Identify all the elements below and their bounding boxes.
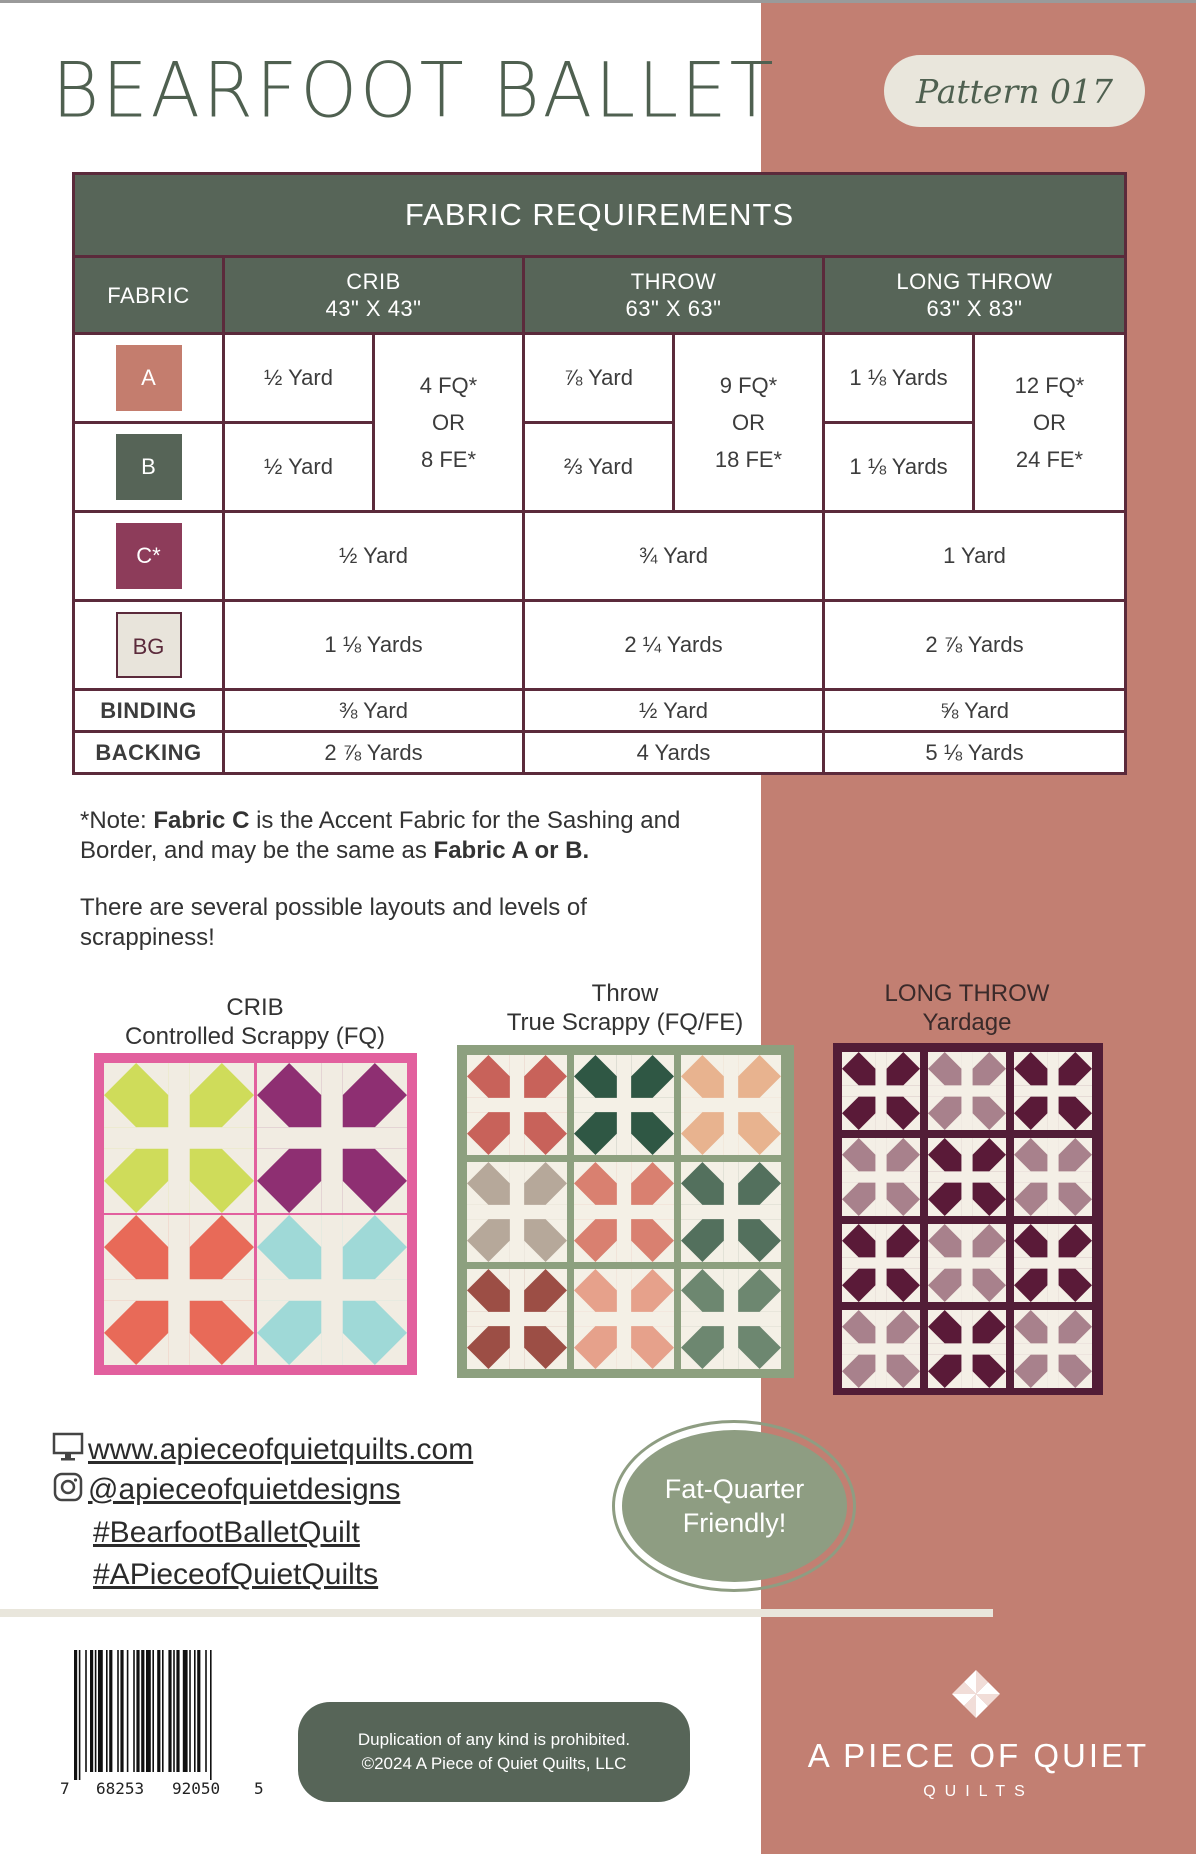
fabric-b-swatch: B [116,434,182,500]
fat-quarter-badge: Fat-Quarter Friendly! [622,1430,847,1582]
instagram-icon [52,1472,88,1510]
barcode-bar [183,1650,188,1772]
barcode-check: 5 [254,1779,264,1798]
fabric-a-swatch: A [116,345,182,411]
fabric-bg-cell [74,601,224,690]
barcode-bar [146,1650,151,1772]
barcode-bar [162,1650,164,1772]
pinwheel-logo-icon [948,1666,1004,1722]
barcode-bar [117,1650,119,1772]
table-cell: ½ Yard [524,690,824,732]
barcode-bar [98,1650,103,1772]
table-cell: ⅔ Yard [524,423,674,512]
barcode-bar [90,1650,93,1772]
table-title: FABRIC REQUIREMENTS [74,174,1126,257]
fabric-column-header: FABRIC [74,257,224,334]
table-cell: ½ Yard [224,512,524,601]
backing-label: BACKING [74,732,224,774]
barcode-bar [74,1650,77,1780]
barcode-bar [157,1650,160,1772]
crib-caption: CRIB Controlled Scrappy (FQ) [124,994,386,1050]
pattern-number-badge: Pattern 017 [884,55,1145,127]
website-link[interactable]: www.apieceofquietquilts.com [52,1432,473,1470]
brand-name: A PIECE OF QUIET [807,1737,1150,1774]
table-cell: ¾ Yard [524,512,824,601]
barcode-bar [95,1650,97,1772]
barcode-lead: 7 [60,1779,70,1798]
barcode-bar [120,1650,123,1772]
size-header-throw: THROW 63" X 63" [524,257,824,334]
size-header-long-throw: LONG THROW 63" X 83" [824,257,1126,334]
long-throw-quilt-illustration [833,1043,1103,1395]
brand-subtitle: QUILTS [923,1783,1034,1800]
barcode-bar [197,1650,200,1772]
fq-cell-throw: 9 FQ* OR 18 FE* [674,334,824,512]
table-cell: 1 ⅛ Yards [824,423,974,512]
table-cell: 4 Yards [524,732,824,774]
barcode-bar [79,1650,81,1780]
footer-divider [0,1609,993,1617]
table-cell: ⅞ Yard [524,334,674,423]
copyright-notice: Duplication of any kind is prohibited. ©2024 A Piece of Quiet Quilts, LLC [298,1702,690,1802]
table-cell: 2 ⅞ Yards [824,601,1126,690]
barcode-bar [109,1650,112,1772]
binding-label: BINDING [74,690,224,732]
barcode-bar [141,1650,144,1772]
table-cell: 1 ⅛ Yards [224,601,524,690]
table-cell: 1 ⅛ Yards [824,334,974,423]
barcode-bar [136,1650,139,1772]
table-cell: ⅝ Yard [824,690,1126,732]
barcode-right: 92050 [172,1779,221,1798]
throw-quilt-illustration [457,1045,794,1378]
fabric-a-cell [74,334,224,423]
fabric-note: *Note: Fabric C is the Accent Fabric for the Sashing and Border, and may be the same as Fabric A or B. [80,807,681,864]
crib-quilt-illustration [94,1053,417,1375]
fq-cell-crib: 4 FQ* OR 8 FE* [374,334,524,512]
fabric-b-cell [74,423,224,512]
table-cell: ½ Yard [224,423,374,512]
pattern-title: BEARFOOT BALLET [52,45,777,135]
monitor-icon [52,1432,88,1470]
table-cell: 2 ¼ Yards [524,601,824,690]
table-cell: 1 Yard [824,512,1126,601]
barcode-bar [152,1650,154,1772]
hashtag-bearfoot[interactable]: #BearfootBalletQuilt [93,1516,360,1549]
barcode-bar [194,1650,196,1772]
barcode-bar [210,1650,212,1780]
table-cell: ⅜ Yard [224,690,524,732]
instagram-link[interactable]: @apieceofquietdesigns [52,1472,400,1510]
long-throw-caption: LONG THROW Yardage [884,980,1050,1036]
fabric-c-cell [74,512,224,601]
barcode-bar [205,1650,207,1772]
fabric-bg-swatch: BG [116,612,182,678]
barcode-left: 68253 [96,1779,145,1798]
throw-caption: Throw True Scrappy (FQ/FE) [506,980,744,1036]
barcode-bar [189,1650,191,1772]
barcode-bar [176,1650,179,1772]
layouts-note: There are several possible layouts and levels of scrappiness! [80,894,587,951]
size-header-crib: CRIB 43" X 43" [224,257,524,334]
barcode [60,1650,270,1800]
fabric-requirements-table [72,172,1127,775]
fabric-c-swatch: C* [116,523,182,589]
barcode-bar [173,1650,175,1772]
barcode-bar [106,1650,108,1772]
table-cell: 2 ⅞ Yards [224,732,524,774]
barcode-bar [133,1650,135,1772]
barcode-bar [168,1650,171,1772]
fq-cell-long-throw: 12 FQ* OR 24 FE* [974,334,1126,512]
table-cell: 5 ⅛ Yards [824,732,1126,774]
hashtag-apieceofquiet[interactable]: #APieceofQuietQuilts [93,1558,379,1591]
barcode-bar [127,1650,129,1772]
barcode-bar [85,1650,87,1772]
table-cell: ½ Yard [224,334,374,423]
